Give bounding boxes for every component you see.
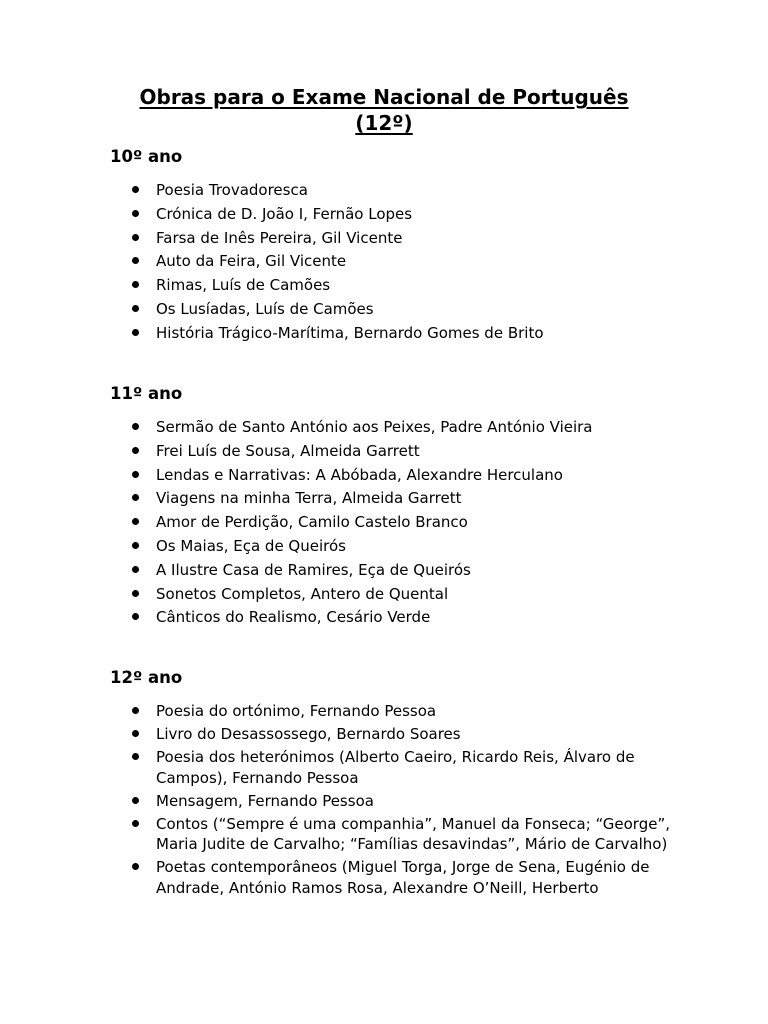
bullet-icon <box>132 234 139 241</box>
section-heading: 10º ano <box>110 147 183 166</box>
list-item <box>110 560 670 581</box>
bullet-icon <box>132 566 139 573</box>
bullet-icon <box>132 257 139 264</box>
list-item-text: Crónica de D. João I, Fernão Lopes <box>156 204 413 223</box>
list-item-text: Frei Luís de Sousa, Almeida Garrett <box>156 441 420 460</box>
bullet-icon <box>132 305 139 312</box>
list-item <box>110 536 670 557</box>
bullet-icon <box>132 329 139 336</box>
list-item <box>110 701 670 722</box>
book-list <box>110 180 670 343</box>
list-item-text: Os Lusíadas, Luís de Camões <box>156 299 374 318</box>
list-item-text: Lendas e Narrativas: A Abóbada, Alexandre Herculano <box>156 465 563 484</box>
list-item <box>110 724 670 745</box>
bullet-icon <box>132 863 139 870</box>
bullet-icon <box>132 423 139 430</box>
bullet-icon <box>132 494 139 501</box>
bullet-icon <box>132 281 139 288</box>
list-item <box>110 251 670 272</box>
section-heading: 12º ano <box>110 668 183 687</box>
list-item <box>110 584 670 605</box>
list-item-text: Amor de Perdição, Camilo Castelo Branco <box>156 513 468 532</box>
list-item <box>110 441 670 462</box>
list-item <box>110 299 670 320</box>
list-item-text: Cânticos do Realismo, Cesário Verde <box>156 608 431 627</box>
list-item-text: Poesia Trovadoresca <box>156 181 308 199</box>
list-item-text: Poesia dos heterónimos (Alberto Caeiro, Ricardo Reis, Álvaro de Campos), Fernando Pessoa <box>156 748 635 787</box>
book-list <box>110 417 670 628</box>
list-item <box>110 417 670 438</box>
list-item-text: Farsa de Inês Pereira, Gil Vicente <box>156 228 403 247</box>
bullet-icon <box>132 753 139 760</box>
list-item-text: História Trágico-Marítima, Bernardo Gomes de Brito <box>156 323 544 342</box>
list-item-text: Poesia do ortónimo, Fernando Pessoa <box>156 702 437 720</box>
bullet-icon <box>132 613 139 620</box>
section-11-ano <box>110 384 670 631</box>
bullet-icon <box>132 730 139 737</box>
list-item-text: Poetas contemporâneos (Miguel Torga, Jorge de Sena, Eugénio de Andrade, António Ramos Rosa, Alexandre O’Neill, Herberto <box>156 858 650 897</box>
bullet-icon <box>132 447 139 454</box>
bullet-icon <box>132 820 139 827</box>
list-item <box>110 465 670 486</box>
bullet-icon <box>132 797 139 804</box>
list-item-text: Sonetos Completos, Antero de Quental <box>156 584 449 603</box>
list-item <box>110 747 670 788</box>
bullet-icon <box>132 518 139 525</box>
bullet-icon <box>132 186 139 193</box>
section-10-ano <box>110 147 670 347</box>
list-item-text: Rimas, Luís de Camões <box>156 276 331 295</box>
list-item-text: Auto da Feira, Gil Vicente <box>156 252 347 271</box>
list-item-text: Sermão de Santo António aos Peixes, Padre António Vieira <box>156 418 593 436</box>
section-12-ano <box>110 668 670 901</box>
bullet-icon <box>132 707 139 714</box>
list-item <box>110 323 670 344</box>
bullet-icon <box>132 210 139 217</box>
list-item <box>110 488 670 509</box>
list-item <box>110 180 670 201</box>
list-item <box>110 791 670 812</box>
list-item-text: Mensagem, Fernando Pessoa <box>156 791 374 810</box>
bullet-icon <box>132 590 139 597</box>
list-item <box>110 512 670 533</box>
list-item-text: Livro do Desassossego, Bernardo Soares <box>156 725 461 743</box>
list-item <box>110 204 670 225</box>
list-item-text: Viagens na minha Terra, Almeida Garrett <box>156 489 462 508</box>
section-heading: 11º ano <box>110 384 183 403</box>
book-list <box>110 701 670 898</box>
list-item <box>110 814 670 855</box>
list-item <box>110 228 670 249</box>
list-item-text: A Ilustre Casa de Ramires, Eça de Queirós <box>156 560 471 579</box>
bullet-icon <box>132 542 139 549</box>
page-title: Obras para o Exame Nacional de Português (12º) <box>139 85 629 135</box>
list-item <box>110 857 670 898</box>
list-item <box>110 607 670 628</box>
list-item-text: Contos (“Sempre é uma companhia”, Manuel da Fonseca; “George”, Maria Judite de Carvalho; “Famílias desavindas”, Mário de Carvalho) <box>156 814 670 853</box>
bullet-icon <box>132 471 139 478</box>
list-item <box>110 275 670 296</box>
list-item-text: Os Maias, Eça de Queirós <box>156 536 346 555</box>
